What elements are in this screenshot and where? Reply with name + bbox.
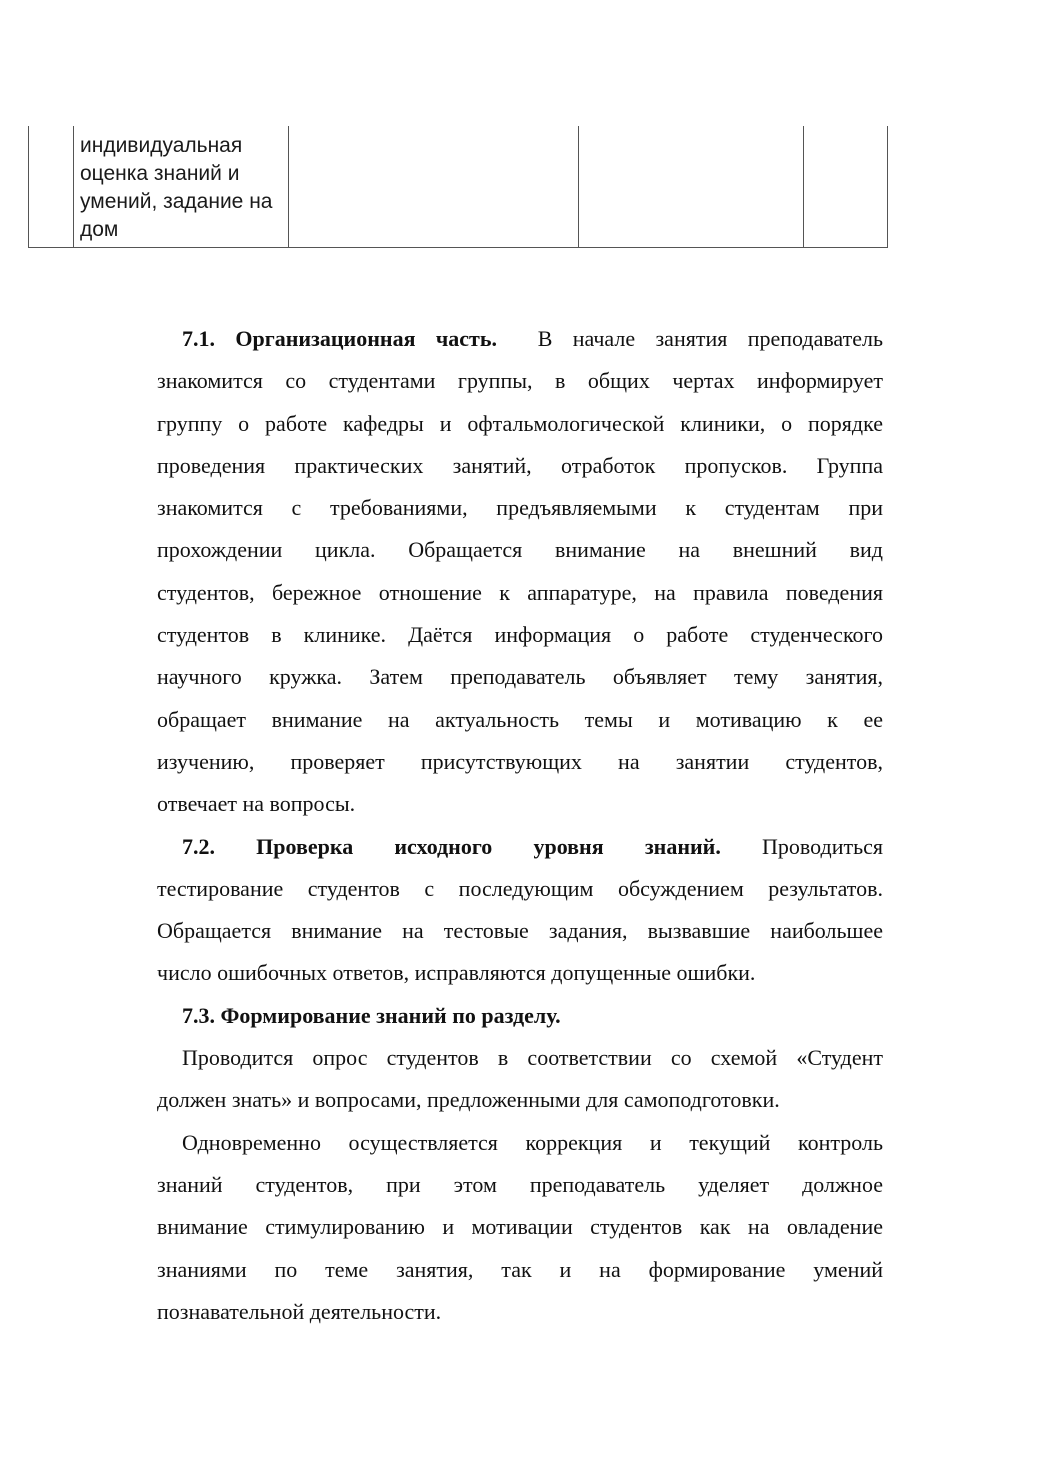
paragraph-line: знакомится с требованиями, предъявляемыми к студентам при (157, 495, 883, 521)
table-cell-line: умений, задание на (80, 190, 273, 213)
paragraph-line: группу о работе кафедры и офтальмологической клиники, о порядке (157, 410, 883, 436)
paragraph-line: должен знать» и вопросами, предложенными для самоподготовки. (157, 1087, 780, 1113)
paragraph-line: прохождении цикла. Обращается внимание на внешний вид (157, 537, 883, 563)
paragraph-line: Проводиться (762, 833, 884, 859)
paragraph-line: студентов в клинике. Даётся информация о работе студенческого (157, 622, 883, 648)
table-fragment (28, 126, 888, 248)
paragraph-line: познавательной деятельности. (157, 1298, 442, 1324)
paragraph-line: Одновременно осуществляется коррекция и текущий контроль (182, 1129, 883, 1155)
document-body (157, 318, 883, 1333)
paragraph-line: В начале занятия преподаватель (537, 326, 884, 351)
paragraph-line: знакомится со студентами группы, в общих чертах информирует (157, 368, 883, 394)
paragraph-line: проведения практических занятий, отработок пропусков. Группа (157, 452, 883, 478)
section-7-1-heading: 7.1. Организационная часть. (182, 326, 497, 351)
table-border-left (28, 126, 29, 247)
paragraph-line: студентов, бережное отношение к аппаратуре, на правила поведения (157, 579, 883, 605)
table-column-divider (803, 126, 804, 247)
section-7-2-first-line (157, 826, 883, 868)
table-border-right (887, 126, 888, 247)
paragraph-line: число ошибочных ответов, исправляются допущенные ошибки. (157, 960, 756, 986)
section-7-3-heading: 7.3. Формирование знаний по разделу. (182, 1002, 561, 1028)
paragraph-line: изучению, проверяет присутствующих на занятии студентов, (157, 748, 883, 774)
table-cell-line: дом (80, 218, 119, 241)
table-cell-text (80, 132, 290, 244)
table-cell-line: оценка знаний и (80, 162, 240, 185)
paragraph-line: отвечает на вопросы. (157, 791, 356, 817)
table-column-divider (73, 126, 74, 247)
paragraph-line: научного кружка. Затем преподаватель объявляет тему занятия, (157, 664, 883, 690)
table-column-divider (578, 126, 579, 247)
paragraph-line: внимание стимулированию и мотивации студентов как на овладение (157, 1214, 883, 1240)
section-7-2-heading-part: 7.2. (182, 833, 215, 859)
paragraph-line: знаниями по теме занятия, так и на формирование умений (157, 1256, 883, 1282)
section-7-2-heading-part: уровня (533, 833, 604, 859)
section-7-1-first-line (157, 318, 883, 360)
section-7-2-heading-part: знаний. (644, 833, 721, 859)
paragraph-line: знаний студентов, при этом преподаватель уделяет должное (157, 1171, 883, 1197)
table-cell-line: индивидуальная (80, 134, 243, 157)
section-7-2-heading-part: исходного (394, 833, 493, 859)
paragraph-line: Проводится опрос студентов в соответствии со схемой «Студент (182, 1045, 883, 1071)
paragraph-line: тестирование студентов с последующим обсуждением результатов. (157, 875, 883, 901)
paragraph-line: Обращается внимание на тестовые задания, вызвавшие наибольшее (157, 918, 883, 944)
section-7-2-heading-part: Проверка (256, 833, 354, 859)
paragraph-line: обращает внимание на актуальность темы и мотивацию к ее (157, 706, 883, 732)
